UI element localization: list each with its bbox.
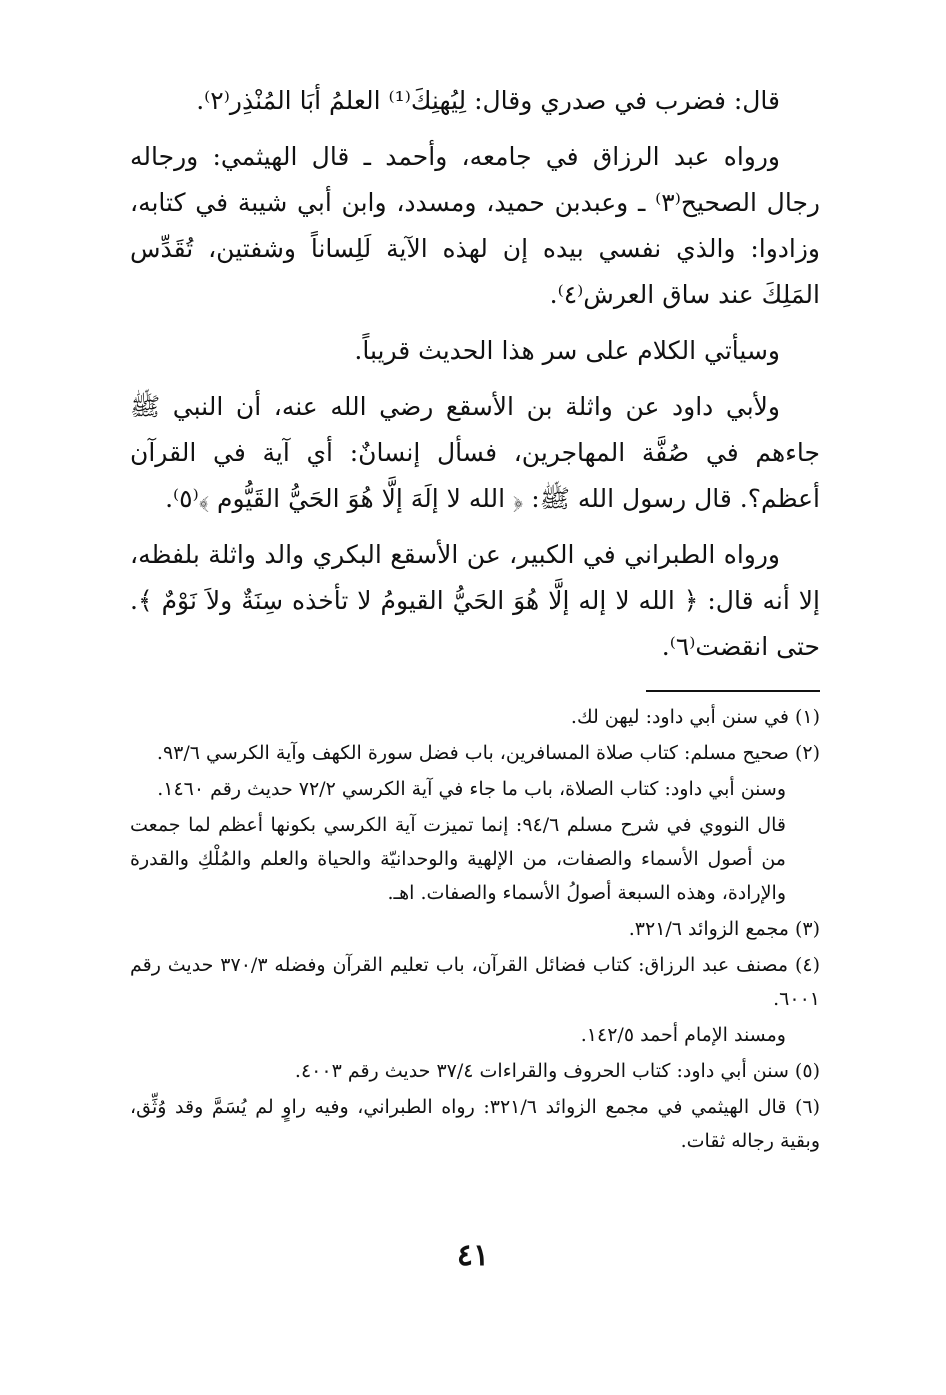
- paragraph: ولأبي داود عن واثلة بن الأسقع رضي الله عنه، أن النبي ﷺ جاءهم في صُفَّة المهاجرين، فسأل إنسانٌ: أي آية في القرآن أعظم؟. قال رسول الله ﷺ: ﴿ الله لا إلَهَ إلَّا هُوَ الحَيُّ القَيُّوم ﴾⁽٥⁾.: [130, 392, 820, 513]
- main-text: [130, 78, 820, 670]
- footnotes: [130, 700, 820, 1158]
- footnote: (٦) قال الهيثمي في مجمع الزوائد ٣٢١/٦: رواه الطبراني، وفيه راوٍ لم يُسَمَّ وقد وُثِّق، وبقية رجاله ثقات.: [130, 1096, 820, 1152]
- paragraph: قال: فضرب في صدري وقال: لِيُهنِكَ⁽¹⁾ العلمُ أبَا المُنْذِر⁽٢⁾.: [196, 86, 780, 115]
- paragraph: وسيأتي الكلام على سر هذا الحديث قريباً.: [354, 336, 780, 365]
- page-number: ٤١: [456, 1238, 490, 1273]
- footnote: (١) في سنن أبي داود: ليهن لك.: [570, 706, 820, 728]
- footnote: (٣) مجمع الزوائد ٣٢١/٦.: [628, 918, 820, 940]
- footnote: (٥) سنن أبي داود: كتاب الحروف والقراءات ٣٧/٤ حديث رقم ٤٠٠٣.: [294, 1060, 820, 1082]
- footnote: (٢) صحيح مسلم: كتاب صلاة المسافرين، باب فضل سورة الكهف وآية الكرسي ٩٣/٦.: [156, 742, 820, 764]
- footnote: وسنن أبي داود: كتاب الصلاة، باب ما جاء في آية الكرسي ٧٢/٢ حديث رقم ١٤٦٠.: [157, 778, 786, 800]
- footnote-separator: [646, 690, 820, 692]
- paragraph: ورواه الطبراني في الكبير، عن الأسقع البكري والد واثلة بلفظه، إلا أنه قال: ﴿ الله لا إله إلَّا هُوَ الحَيُّ القيومُ لا تأخذه سِنَةٌ ولاَ نَوْمٌ ﴾. حتى انقضت⁽٦⁾.: [130, 540, 820, 661]
- footnote: (٤) مصنف عبد الرزاق: كتاب فضائل القرآن، باب تعليم القرآن وفضله ٣٧٠/٣ حديث رقم ٦٠٠١.: [130, 954, 820, 1010]
- footnote: ومسند الإمام أحمد ١٤٢/٥.: [580, 1024, 786, 1046]
- paragraph: ورواه عبد الرزاق في جامعه، وأحمد ـ قال الهيثمي: ورجاله رجال الصحيح⁽٣⁾ ـ وعبدبن حميد، ومسدد، وابن أبي شيبة في كتابه، وزادوا: والذي نفسي بيده إن لهذه الآية لَلِساناً وشفتين، تُقَدِّس المَلِكَ عند ساق العرش⁽٤⁾.: [130, 142, 820, 309]
- footnote: قال النووي في شرح مسلم ٩٤/٦: إنما تميزت آية الكرسي بكونها أعظم لما جمعت من أصول الأسماء والصفات، من الإلهية والوحدانيّة والحياة والعلم والمُلْكِ والقدرة والإرادة، وهذه السبعة أصولُ الأسماء والصفات. اهـ.: [130, 814, 787, 904]
